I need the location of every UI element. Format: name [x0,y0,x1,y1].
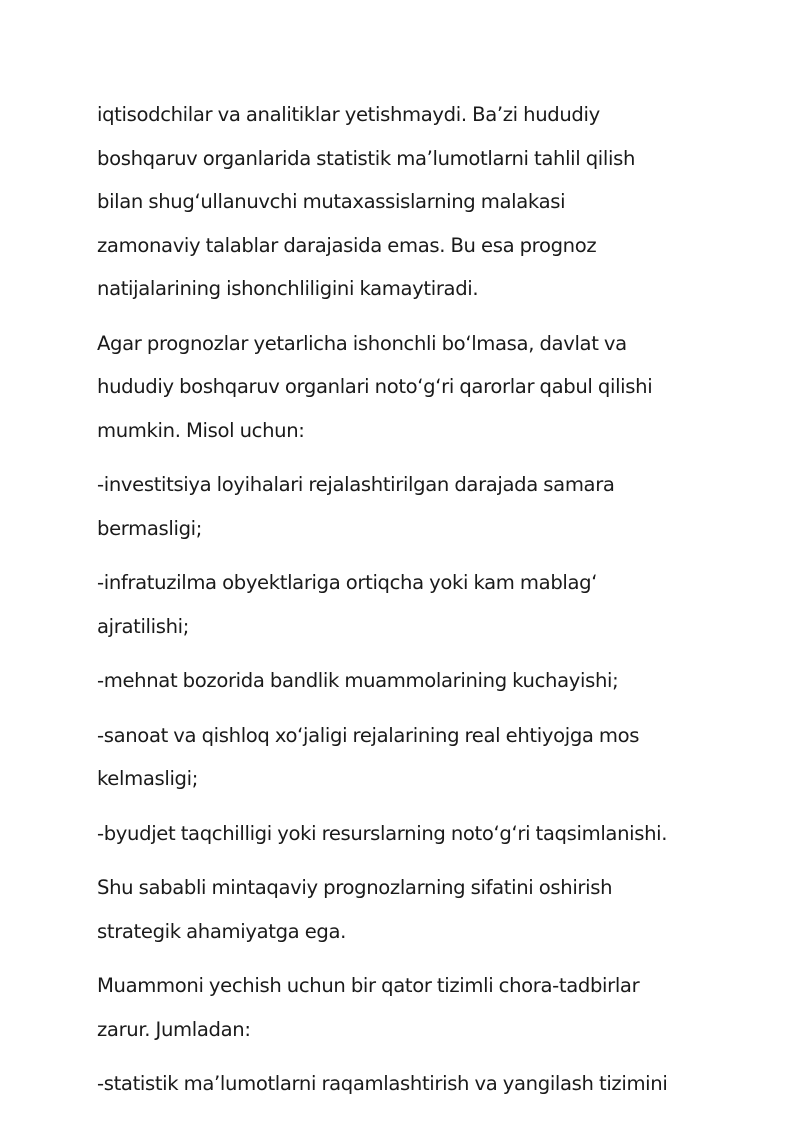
text-line: bermasligi; [97,516,203,540]
text-line: mumkin. Misol uchun: [97,418,305,442]
text-line: -statistik ma’lumotlarni raqamlashtirish va yangilash tizimini [97,1072,668,1095]
list-item [97,659,737,703]
list-item [97,1062,737,1106]
text-line: boshqaruv organlarida statistik ma’lumotlarni tahlil qilish [97,146,636,170]
text-line: strategik ahamiyatga ega. [97,919,347,943]
text-line: ajratilishi; [97,614,189,638]
text-line: Agar prognozlar yetarlicha ishonchli bo‘lmasa, davlat va [97,331,627,355]
paragraph [97,866,737,953]
text-line: zamonaviy talablar darajasida emas. Bu esa prognoz [97,233,597,257]
text-line: Shu sababli mintaqaviy prognozlarning sifatini oshirish [97,876,613,899]
text-line: hududiy boshqaruv organlari noto‘g‘ri qarorlar qabul qilishi [97,375,653,398]
paragraph [97,964,737,1051]
list-item [97,463,737,550]
text-line: -mehnat bozorida bandlik muammolarining kuchayishi; [97,669,619,692]
text-line: iqtisodchilar va analitiklar yetishmaydi. Ba’zi hududiy [97,103,600,126]
list-item [97,714,737,801]
list-item [97,561,737,648]
paragraph [97,93,737,311]
list-item [97,812,737,856]
text-line: kelmasligi; [97,767,198,790]
document-body [97,93,737,1117]
text-line: Muammoni yechish uchun bir qator tizimli chora-tadbirlar [97,974,640,997]
text-line: natijalarining ishonchliligini kamaytiradi. [97,277,479,300]
text-line: -investitsiya loyihalari rejalashtirilgan darajada samara [97,473,615,496]
text-line: zarur. Jumladan: [97,1017,251,1041]
text-line: bilan shug‘ullanuvchi mutaxassislarning malakasi [97,190,566,213]
text-line: -infratuzilma obyektlariga ortiqcha yoki kam mablag‘ [97,571,598,594]
text-line: -byudjet taqchilligi yoki resurslarning noto‘g‘ri taqsimlanishi. [97,821,668,845]
paragraph [97,322,737,453]
text-line: -sanoat va qishloq xo‘jaligi rejalarining real ehtiyojga mos [97,723,640,747]
